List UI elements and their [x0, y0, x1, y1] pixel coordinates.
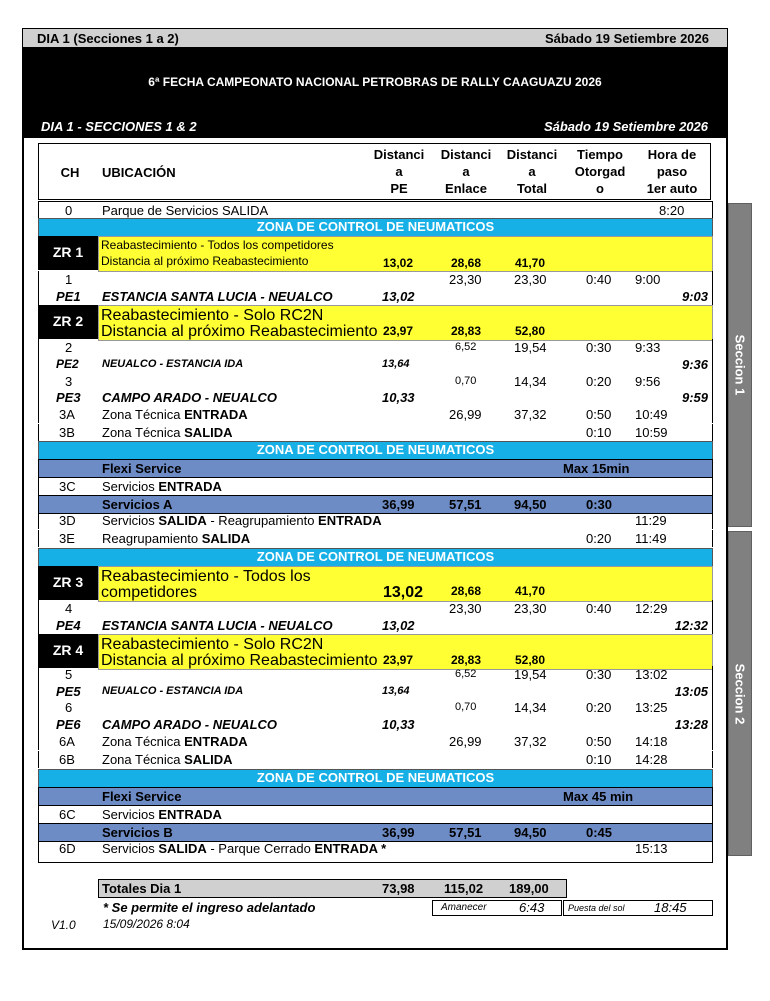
date-subtitle: Sábado 19 Setiembre 2026 — [543, 119, 708, 134]
zone-banner: ZONA DE CONTROL DE NEUMATICOS — [38, 218, 713, 237]
col-ch: CH — [60, 165, 80, 180]
stage-row: PE1 ESTANCIA SANTA LUCIA - NEUALCO 13,02 9:03 — [38, 288, 713, 305]
table-row: 3 0,70 14,34 0:20 9:56 — [38, 373, 713, 390]
zone-banner: ZONA DE CONTROL DE NEUMATICOS — [38, 769, 713, 788]
title-block — [22, 48, 728, 138]
table-row: 6D Servicios SALIDA - Parque Cerrado ENTRADA * 15:13 — [38, 840, 713, 863]
col-hora: Hora de paso 1er auto — [646, 147, 698, 196]
zr-badge: ZR 3 — [38, 566, 98, 600]
event-title: 6ª FECHA CAMPEONATO NACIONAL PETROBRAS DE RALLY CAAGUAZU 2026 — [148, 75, 602, 89]
zone-banner: ZONA DE CONTROL DE NEUMATICOS — [38, 548, 713, 567]
sunrise-box: Amanecer 6:43 — [432, 900, 562, 916]
day-label: DIA 1 (Secciones 1 a 2) — [37, 31, 179, 46]
totals-label: Totales Dia 1 — [102, 881, 182, 896]
section-1-label: Seccion 1 — [732, 334, 748, 396]
stage-row: PE5 NEUALCO - ESTANCIA IDA 13,64 13:05 — [38, 683, 713, 700]
column-header — [38, 143, 711, 200]
col-ubicacion: UBICACIÓN — [102, 165, 176, 180]
footnote: * Se permite el ingreso adelantado — [103, 900, 316, 915]
service-row: Servicios B 36,99 57,51 94,50 0:45 — [38, 823, 713, 842]
day-subtitle: DIA 1 - SECCIONES 1 & 2 — [41, 119, 197, 134]
table-row: 2 6,52 19,54 0:30 9:33 — [38, 339, 713, 356]
totals-pe: 73,98 — [382, 881, 415, 896]
col-distancia-pe: Distanci a PE — [373, 147, 425, 196]
table-row: 6B Zona Técnica SALIDA 0:10 14:28 — [38, 751, 713, 768]
table-row: 6C Servicios ENTRADA — [38, 806, 713, 823]
stage-row: PE3 CAMPO ARADO - NEUALCO 10,33 9:59 — [38, 389, 713, 406]
table-row: 3A Zona Técnica ENTRADA 26,99 37,32 0:50 10:49 — [38, 406, 713, 423]
service-row: Servicios A 36,99 57,51 94,50 0:30 — [38, 495, 713, 514]
col-tiempo: Tiempo Otorgad o — [574, 147, 626, 196]
stage-row: PE4 ESTANCIA SANTA LUCIA - NEUALCO 13,02 12:32 — [38, 617, 713, 634]
section-2-label: Seccion 2 — [732, 663, 748, 724]
top-bar — [22, 28, 728, 48]
table-row: 1 23,30 23,30 0:40 9:00 — [38, 271, 713, 288]
sunset-box: Puesta del sol 18:45 — [563, 900, 713, 916]
section-1-bar — [728, 203, 752, 527]
refuel-row: Reabastecimiento - Solo RC2N Distancia al próximo Reabastecimiento 23,97 28,83 52,80 — [98, 305, 713, 341]
table-row: 3B Zona Técnica SALIDA 0:10 10:59 — [38, 424, 713, 441]
table-row: 4 23,30 23,30 0:40 12:29 — [38, 600, 713, 617]
date-label: Sábado 19 Setiembre 2026 — [544, 31, 709, 46]
totals-enlace: 115,02 — [444, 881, 484, 896]
table-row: 0 Parque de Servicios SALIDA 8:20 — [38, 201, 713, 219]
print-date: 15/09/2026 8:04 — [103, 917, 190, 931]
totals-row — [98, 879, 567, 898]
refuel-row: Reabastecimiento - Solo RC2N Distancia al próximo Reabastecimiento 23,97 28,83 52,80 — [98, 634, 713, 670]
stage-row: PE2 NEUALCO - ESTANCIA IDA 13,64 9:36 — [38, 356, 713, 373]
flexi-service-row: Flexi Service Max 45 min — [38, 787, 713, 806]
zr-badge: ZR 4 — [38, 634, 98, 668]
col-distancia-total: Distanci a Total — [506, 147, 558, 196]
table-row: 3D Servicios SALIDA - Reagrupamiento ENTRADA 11:29 — [38, 512, 713, 529]
zone-banner: ZONA DE CONTROL DE NEUMATICOS — [38, 441, 713, 460]
table-row: 3C Servicios ENTRADA — [38, 478, 713, 495]
refuel-row: Reabastecimiento - Todos los competidores 13,02 28,68 41,70 — [98, 566, 713, 602]
col-distancia-enlace: Distanci a Enlace — [440, 147, 492, 196]
flexi-service-row: Flexi Service Max 15min — [38, 459, 713, 478]
table-row: 5 6,52 19,54 0:30 13:02 — [38, 666, 713, 683]
table-row: 6A Zona Técnica ENTRADA 26,99 37,32 0:50 14:18 — [38, 733, 713, 750]
table-row: 6 0,70 14,34 0:20 13:25 — [38, 699, 713, 716]
section-2-bar — [728, 531, 752, 856]
totals-total: 189,00 — [509, 881, 549, 896]
zr-badge: ZR 2 — [38, 305, 98, 339]
version-label: V1.0 — [51, 918, 76, 932]
zr-badge: ZR 1 — [38, 236, 98, 270]
refuel-row: Reabastecimiento - Todos los competidores Distancia al próximo Reabastecimiento 13,02 28,68 41,70 — [98, 236, 713, 272]
stage-row: PE6 CAMPO ARADO - NEUALCO 10,33 13:28 — [38, 716, 713, 733]
table-row: 3E Reagrupamiento SALIDA 0:20 11:49 — [38, 530, 713, 547]
